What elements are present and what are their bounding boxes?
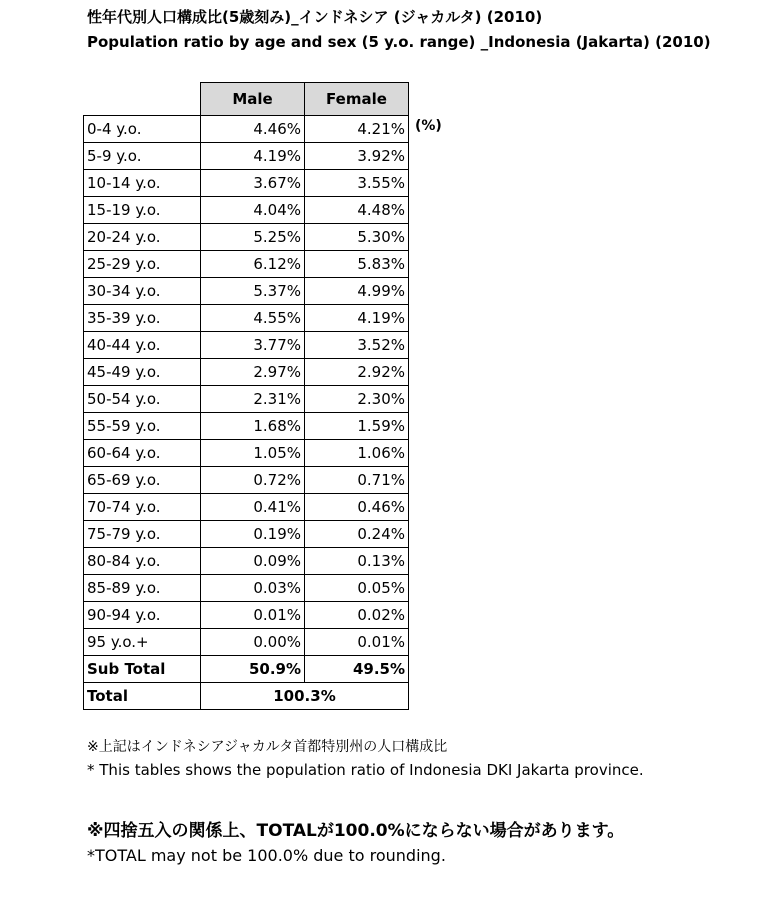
female-value-cell: 0.46% [305, 494, 409, 521]
title-japanese: 性年代別人口構成比(5歳刻み)_インドネシア (ジャカルタ) (2010) [87, 8, 543, 26]
female-value-cell: 3.92% [305, 143, 409, 170]
subtotal-row [84, 656, 409, 683]
table-header-row [84, 83, 409, 116]
table-row [84, 494, 409, 521]
female-value-cell: 1.59% [305, 413, 409, 440]
table-row [84, 251, 409, 278]
total-label: Total [84, 683, 201, 710]
note-japanese-province: ※上記はインドネシアジャカルタ首都特別州の人口構成比 [87, 739, 448, 755]
total-value: 100.3% [201, 683, 409, 710]
table-row [84, 467, 409, 494]
age-group-cell: 60-64 y.o. [84, 440, 201, 467]
female-value-cell: 4.19% [305, 305, 409, 332]
female-value-cell: 2.92% [305, 359, 409, 386]
total-row [84, 683, 409, 710]
note-japanese-rounding: ※四捨五入の関係上、TOTALが100.0%にならない場合があります。 [87, 821, 625, 841]
male-value-cell: 0.03% [201, 575, 305, 602]
male-value-cell: 5.37% [201, 278, 305, 305]
age-group-cell: 40-44 y.o. [84, 332, 201, 359]
age-group-cell: 80-84 y.o. [84, 548, 201, 575]
age-group-cell: 75-79 y.o. [84, 521, 201, 548]
female-value-cell: 4.99% [305, 278, 409, 305]
subtotal-male: 50.9% [201, 656, 305, 683]
female-value-cell: 0.13% [305, 548, 409, 575]
age-group-cell: 95 y.o.+ [84, 629, 201, 656]
female-value-cell: 2.30% [305, 386, 409, 413]
age-group-cell: 35-39 y.o. [84, 305, 201, 332]
female-value-cell: 0.05% [305, 575, 409, 602]
table-row [84, 143, 409, 170]
table-row [84, 197, 409, 224]
male-value-cell: 0.01% [201, 602, 305, 629]
table-row [84, 521, 409, 548]
female-value-cell: 4.48% [305, 197, 409, 224]
male-value-cell: 4.46% [201, 116, 305, 143]
table-row [84, 413, 409, 440]
age-group-cell: 90-94 y.o. [84, 602, 201, 629]
age-group-cell: 55-59 y.o. [84, 413, 201, 440]
table-row [84, 602, 409, 629]
male-value-cell: 2.97% [201, 359, 305, 386]
female-value-cell: 0.02% [305, 602, 409, 629]
age-group-cell: 65-69 y.o. [84, 467, 201, 494]
female-value-cell: 1.06% [305, 440, 409, 467]
age-group-cell: 15-19 y.o. [84, 197, 201, 224]
age-group-cell: 10-14 y.o. [84, 170, 201, 197]
male-value-cell: 2.31% [201, 386, 305, 413]
note-english-province: * This tables shows the population ratio of Indonesia DKI Jakarta province. [87, 761, 644, 779]
table-row [84, 278, 409, 305]
male-value-cell: 4.55% [201, 305, 305, 332]
table-row [84, 332, 409, 359]
header-male: Male [201, 83, 305, 116]
table-row [84, 386, 409, 413]
female-value-cell: 5.83% [305, 251, 409, 278]
female-value-cell: 3.55% [305, 170, 409, 197]
unit-label: (%) [415, 118, 442, 134]
subtotal-label: Sub Total [84, 656, 201, 683]
age-group-cell: 5-9 y.o. [84, 143, 201, 170]
table-row [84, 170, 409, 197]
male-value-cell: 3.77% [201, 332, 305, 359]
female-value-cell: 3.52% [305, 332, 409, 359]
male-value-cell: 0.72% [201, 467, 305, 494]
male-value-cell: 6.12% [201, 251, 305, 278]
age-group-cell: 85-89 y.o. [84, 575, 201, 602]
table-row [84, 440, 409, 467]
table-row [84, 224, 409, 251]
age-group-cell: 30-34 y.o. [84, 278, 201, 305]
male-value-cell: 4.04% [201, 197, 305, 224]
male-value-cell: 0.41% [201, 494, 305, 521]
male-value-cell: 5.25% [201, 224, 305, 251]
title-english: Population ratio by age and sex (5 y.o. range) _Indonesia (Jakarta) (2010) [87, 33, 711, 51]
table-row [84, 629, 409, 656]
male-value-cell: 0.00% [201, 629, 305, 656]
male-value-cell: 4.19% [201, 143, 305, 170]
age-group-cell: 70-74 y.o. [84, 494, 201, 521]
table-row [84, 575, 409, 602]
table-body [84, 116, 409, 710]
male-value-cell: 1.68% [201, 413, 305, 440]
male-value-cell: 0.09% [201, 548, 305, 575]
subtotal-female: 49.5% [305, 656, 409, 683]
table-row [84, 548, 409, 575]
population-table [83, 82, 409, 710]
table-row [84, 359, 409, 386]
age-group-cell: 45-49 y.o. [84, 359, 201, 386]
female-value-cell: 0.71% [305, 467, 409, 494]
male-value-cell: 0.19% [201, 521, 305, 548]
female-value-cell: 0.01% [305, 629, 409, 656]
note-english-rounding: *TOTAL may not be 100.0% due to rounding. [87, 846, 446, 865]
age-group-cell: 20-24 y.o. [84, 224, 201, 251]
age-group-cell: 0-4 y.o. [84, 116, 201, 143]
table-row [84, 116, 409, 143]
female-value-cell: 5.30% [305, 224, 409, 251]
female-value-cell: 0.24% [305, 521, 409, 548]
male-value-cell: 1.05% [201, 440, 305, 467]
age-group-cell: 25-29 y.o. [84, 251, 201, 278]
header-corner-cell [84, 83, 201, 116]
table-row [84, 305, 409, 332]
female-value-cell: 4.21% [305, 116, 409, 143]
header-female: Female [305, 83, 409, 116]
age-group-cell: 50-54 y.o. [84, 386, 201, 413]
male-value-cell: 3.67% [201, 170, 305, 197]
